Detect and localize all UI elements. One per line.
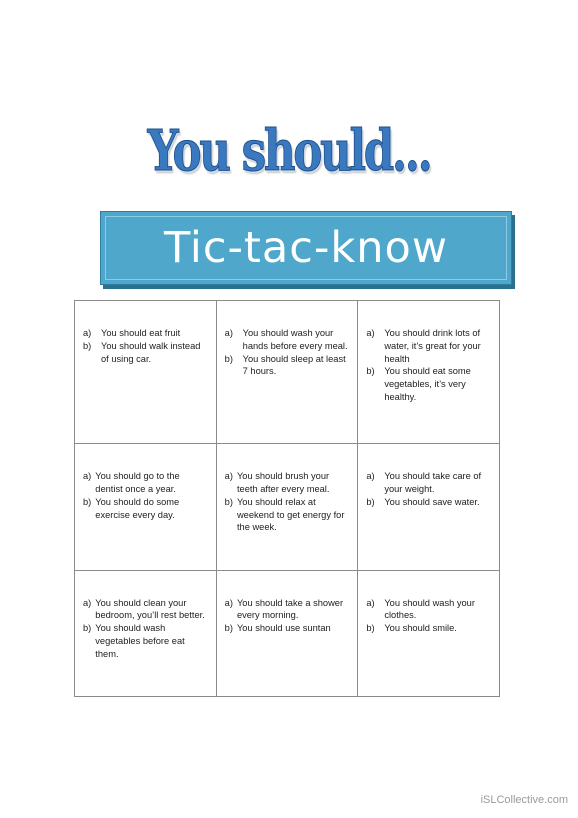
cell-option xyxy=(83,622,210,660)
option-text: You should wash vegetables before eat them. xyxy=(95,623,185,659)
cell-option xyxy=(225,353,352,379)
option-text: You should drink lots of water, it’s great for your health xyxy=(384,328,481,364)
option-label: b) xyxy=(366,623,375,634)
option-text: You should wash your clothes. xyxy=(384,597,475,621)
cell-content xyxy=(75,571,216,667)
cell-option xyxy=(225,496,352,534)
option-label: a) xyxy=(224,471,233,482)
cell-option xyxy=(83,597,210,623)
grid-row xyxy=(75,444,500,570)
option-text: You should relax at weekend to get energy for the week. xyxy=(236,496,345,533)
tic-tac-know-grid xyxy=(74,300,500,697)
cell-option xyxy=(225,327,352,353)
watermark: iSLCollective.com xyxy=(480,794,568,806)
option-text: You should eat fruit xyxy=(101,328,181,338)
option-label: a) xyxy=(366,328,375,338)
grid-body xyxy=(75,301,500,697)
cell-option xyxy=(225,597,352,623)
option-text: You should take care of your weight. xyxy=(384,471,482,494)
cell-content xyxy=(358,301,499,410)
cell-content xyxy=(217,444,358,540)
cell-content xyxy=(358,444,499,514)
option-label: b) xyxy=(83,496,92,507)
cell-option xyxy=(366,496,493,509)
grid-cell xyxy=(75,301,217,444)
grid-row xyxy=(75,570,500,696)
option-text: You should walk instead of using car. xyxy=(101,340,201,364)
grid-cell xyxy=(358,444,500,570)
option-label: b) xyxy=(224,496,233,507)
option-label: a) xyxy=(366,471,375,482)
grid-cell xyxy=(358,301,500,444)
option-label: a) xyxy=(83,328,92,338)
cell-content xyxy=(217,301,358,384)
option-label: a) xyxy=(366,597,375,608)
cell-option xyxy=(83,340,210,366)
cell-option xyxy=(366,622,493,635)
cell-option xyxy=(225,470,352,496)
cell-option xyxy=(225,622,352,635)
grid-cell xyxy=(216,570,358,696)
cell-option xyxy=(83,327,210,340)
option-label: a) xyxy=(83,471,92,482)
option-text: You should brush your teeth after every meal. xyxy=(236,471,330,494)
option-text: You should wash your hands before every meal. xyxy=(242,328,348,351)
cell-content xyxy=(75,444,216,527)
cell-option xyxy=(366,597,493,623)
banner-text: Tic-tac-know xyxy=(163,223,449,273)
option-label: a) xyxy=(224,597,233,608)
option-text: You should sleep at least 7 hours. xyxy=(242,353,346,377)
option-label: b) xyxy=(83,623,92,634)
option-label: b) xyxy=(224,623,233,634)
cell-option xyxy=(366,365,493,403)
grid-cell xyxy=(75,570,217,696)
option-text: You should save water. xyxy=(384,496,480,507)
grid-row xyxy=(75,301,500,444)
cell-option xyxy=(366,327,493,365)
grid-cell xyxy=(75,444,217,570)
option-label: b) xyxy=(224,353,233,364)
option-label: b) xyxy=(366,366,375,377)
option-text: You should take a shower every morning. xyxy=(236,597,344,621)
cell-content xyxy=(358,571,499,641)
option-label: a) xyxy=(83,597,92,608)
option-text: You should use suntan xyxy=(236,623,331,634)
option-text: You should eat some vegetables, it’s very healthy. xyxy=(384,366,471,402)
option-text: You should do some exercise every day. xyxy=(95,496,180,520)
cell-option xyxy=(83,496,210,522)
grid-cell xyxy=(358,570,500,696)
option-label: b) xyxy=(83,340,92,351)
option-label: a) xyxy=(224,328,233,338)
option-label: b) xyxy=(366,496,375,507)
option-text: You should clean your bedroom, you’ll rest better. xyxy=(95,597,205,621)
cell-content xyxy=(75,301,216,371)
grid-cell xyxy=(216,444,358,570)
cell-content xyxy=(217,571,358,641)
option-text: You should go to the dentist once a year. xyxy=(95,471,180,494)
grid-cell xyxy=(216,301,358,444)
title-banner xyxy=(100,211,512,285)
cell-option xyxy=(83,470,210,496)
worksheet-title: You should... xyxy=(147,118,431,184)
cell-option xyxy=(366,470,493,496)
option-text: You should smile. xyxy=(384,623,457,634)
